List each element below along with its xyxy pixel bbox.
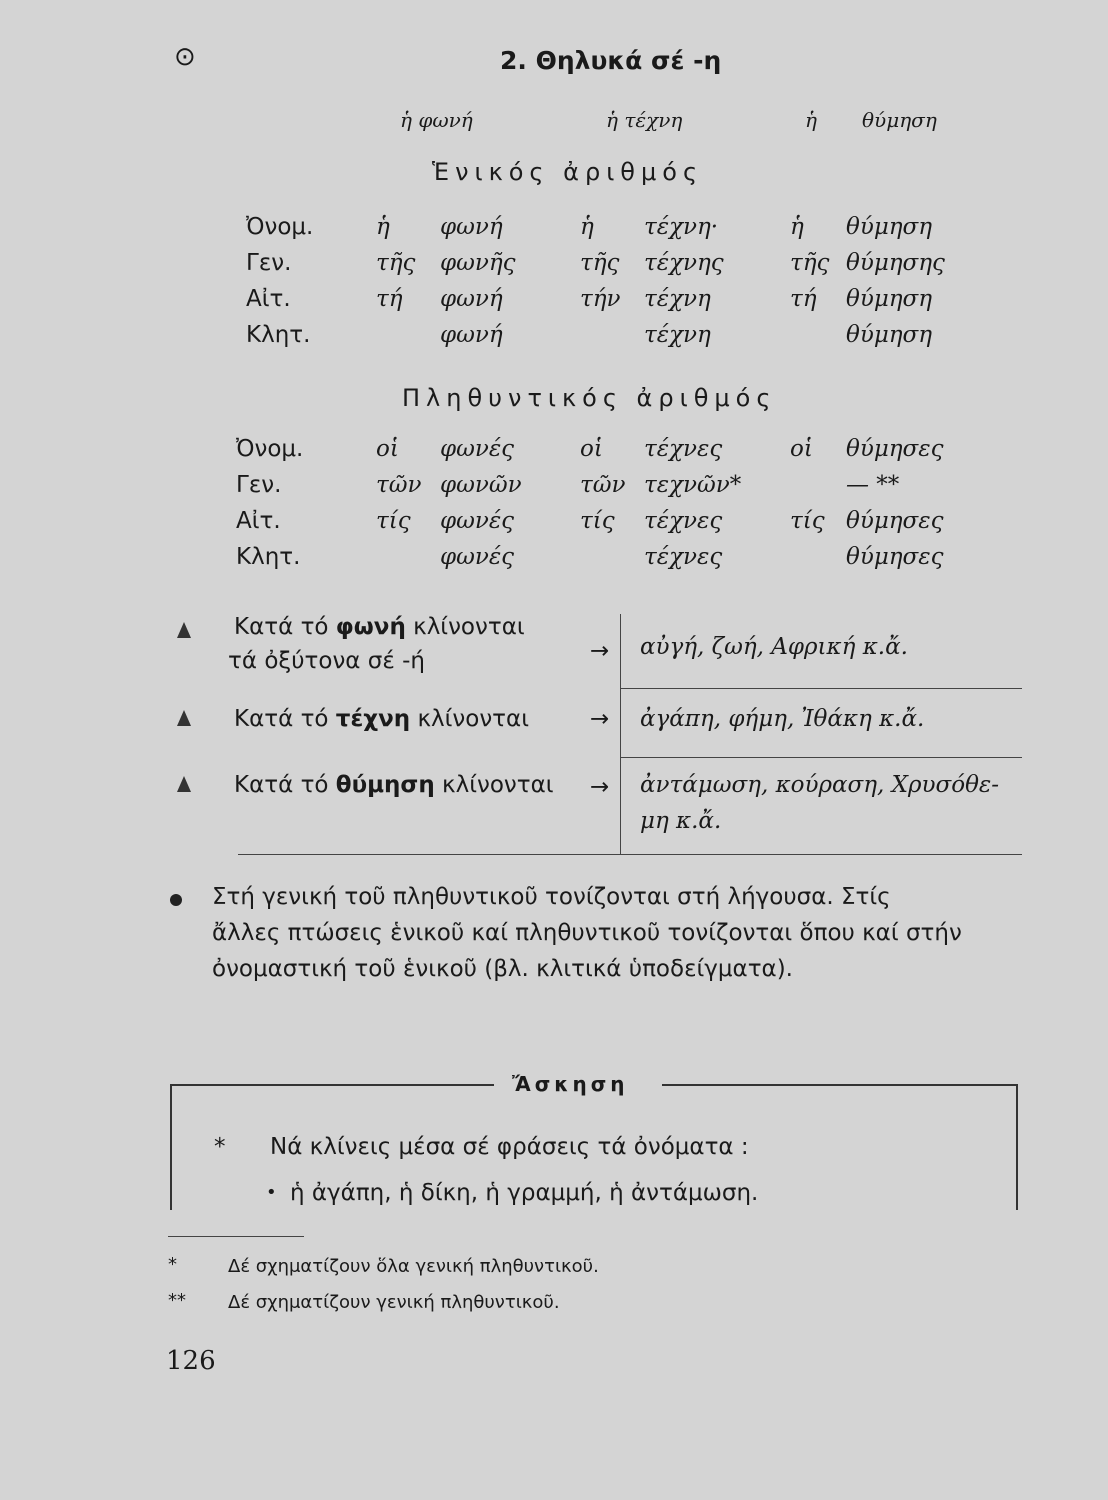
plural-row-2-b1: τίς <box>580 508 615 534</box>
rule-1-examples: αὐγή, ζωή, Αφρική κ.ἄ. <box>640 634 908 660</box>
footnote-2-text: Δέ σχηματίζουν γενική πληθυντικοῦ. <box>228 1292 560 1313</box>
rules-divider-vertical <box>620 614 621 854</box>
rule-3-text: Κατά τό θύμηση κλίνονται <box>234 772 554 798</box>
singular-row-0-c2: θύμηση <box>846 214 933 240</box>
plural-row-0-a1: οἱ <box>376 436 399 462</box>
plural-row-1-c2: — ** <box>846 472 900 498</box>
singular-row-2-b2: τέχνη <box>644 286 711 312</box>
header-word-techni: ἡ τέχνη <box>606 108 683 132</box>
bullet-icon <box>170 894 182 906</box>
singular-row-3-a2: φωνή <box>440 322 503 348</box>
singular-row-0-a1: ἡ <box>376 214 390 240</box>
singular-row-0-c1: ἡ <box>790 214 804 240</box>
exercise-top-left-line <box>170 1084 494 1086</box>
exercise-top-right-line <box>662 1084 1018 1086</box>
rule-3-examples: ἀντάμωση, κούραση, Χρυσόθε- <box>640 772 1000 798</box>
plural-row-0-case: Ὀνομ. <box>236 436 304 462</box>
plural-row-1-case: Γεν. <box>236 472 282 498</box>
page-number: 126 <box>166 1346 216 1376</box>
singular-row-1-case: Γεν. <box>246 250 292 276</box>
footnote-separator <box>168 1236 304 1237</box>
rule-1-line2: τά ὀξύτονα σέ -ή <box>228 648 425 674</box>
header-word-thymisi: θύμηση <box>862 108 937 132</box>
rule-1-word: φωνή <box>335 614 406 640</box>
note-line-1: Στή γενική τοῦ πληθυντικοῦ τονίζονται στή λήγουσα. Στίς <box>212 884 891 910</box>
singular-row-1-b1: τῆς <box>580 250 620 276</box>
plural-row-1-a2: φωνῶν <box>440 472 522 498</box>
triangle-icon <box>177 622 191 638</box>
header-word-article: ἡ <box>805 108 817 132</box>
exercise-title: Ἄσκηση <box>512 1072 629 1096</box>
plural-row-2-a1: τίς <box>376 508 411 534</box>
plural-row-2-a2: φωνές <box>440 508 515 534</box>
rule-3-examples-cont: μη κ.ἄ. <box>640 808 722 834</box>
rule-2-word: τέχνη <box>335 706 411 732</box>
exercise-words: ἡ ἀγάπη, ἡ δίκη, ἡ γραμμή, ἡ ἀντάμωση. <box>290 1180 759 1206</box>
exercise-left-line <box>170 1084 172 1210</box>
singular-row-2-c2: θύμηση <box>846 286 933 312</box>
section-title: 2. Θηλυκά σέ -η <box>500 46 722 75</box>
singular-row-2-case: Αἰτ. <box>246 286 291 312</box>
plural-row-2-case: Αἰτ. <box>236 508 281 534</box>
singular-row-2-a2: φωνή <box>440 286 503 312</box>
singular-row-2-a1: τή <box>376 286 403 312</box>
plural-title: Πληθυντικός ἀριθμός <box>402 384 777 412</box>
rule-3-word: θύμηση <box>335 772 435 798</box>
plural-row-2-b2: τέχνες <box>644 508 723 534</box>
arrow-right-icon: → <box>590 706 610 732</box>
singular-row-1-a2: φωνῆς <box>440 250 516 276</box>
plural-row-0-c1: οἱ <box>790 436 813 462</box>
singular-row-1-b2: τέχνης <box>644 250 724 276</box>
exercise-star: * <box>214 1134 226 1160</box>
singular-row-0-b2: τέχνη· <box>644 214 719 240</box>
footnote-1-mark: * <box>168 1254 177 1275</box>
plural-row-1-a1: τῶν <box>376 472 422 498</box>
singular-row-2-b1: τήν <box>580 286 621 312</box>
singular-row-0-b1: ἡ <box>580 214 594 240</box>
plural-row-3-c2: θύμησες <box>846 544 944 570</box>
singular-title: Ἑνικός ἀριθμός <box>432 158 704 186</box>
plural-row-3-b2: τέχνες <box>644 544 723 570</box>
circle-dot-icon: ⊙ <box>174 42 196 72</box>
singular-row-2-c1: τή <box>790 286 817 312</box>
singular-row-3-c2: θύμηση <box>846 322 933 348</box>
singular-row-3-case: Κλητ. <box>246 322 311 348</box>
footnote-2-mark: ** <box>168 1290 186 1311</box>
plural-row-3-a2: φωνές <box>440 544 515 570</box>
singular-row-1-a1: τῆς <box>376 250 416 276</box>
rules-divider-1 <box>620 688 1022 689</box>
plural-row-0-b1: οἱ <box>580 436 603 462</box>
header-word-foni: ἡ φωνή <box>400 108 473 132</box>
plural-row-2-c1: τίς <box>790 508 825 534</box>
triangle-icon <box>177 710 191 726</box>
note-line-2: ἄλλες πτώσεις ἑνικοῦ καί πληθυντικοῦ τονίζονται ὅπου καί στήν <box>212 920 962 946</box>
exercise-bullet: • <box>266 1182 277 1203</box>
singular-row-3-b2: τέχνη <box>644 322 711 348</box>
plural-row-0-b2: τέχνες <box>644 436 723 462</box>
rules-divider-2 <box>620 757 1022 758</box>
exercise-right-line <box>1016 1084 1018 1210</box>
rule-2-examples: ἀγάπη, φήμη, Ἰθάκη κ.ἄ. <box>640 706 925 732</box>
arrow-right-icon: → <box>590 638 610 664</box>
triangle-icon <box>177 776 191 792</box>
singular-row-1-c1: τῆς <box>790 250 830 276</box>
rule-1-text: Κατά τό φωνή κλίνονται <box>234 614 525 640</box>
footnote-1-text: Δέ σχηματίζουν ὅλα γενική πληθυντικοῦ. <box>228 1256 599 1277</box>
plural-row-0-c2: θύμησες <box>846 436 944 462</box>
plural-row-1-b1: τῶν <box>580 472 626 498</box>
plural-row-1-b2: τεχνῶν* <box>644 472 742 498</box>
arrow-right-icon: → <box>590 774 610 800</box>
exercise-instruction: Νά κλίνεις μέσα σέ φράσεις τά ὀνόματα : <box>270 1134 749 1160</box>
plural-row-2-c2: θύμησες <box>846 508 944 534</box>
rules-divider-bottom <box>238 854 1022 855</box>
rule-2-text: Κατά τό τέχνη κλίνονται <box>234 706 529 732</box>
note-line-3: ὀνομαστική τοῦ ἑνικοῦ (βλ. κλιτικά ὑποδείγματα). <box>212 956 793 982</box>
singular-row-0-case: Ὀνομ. <box>246 214 314 240</box>
plural-row-3-case: Κλητ. <box>236 544 301 570</box>
singular-row-1-c2: θύμησης <box>846 250 945 276</box>
plural-row-0-a2: φωνές <box>440 436 515 462</box>
singular-row-0-a2: φωνή <box>440 214 503 240</box>
